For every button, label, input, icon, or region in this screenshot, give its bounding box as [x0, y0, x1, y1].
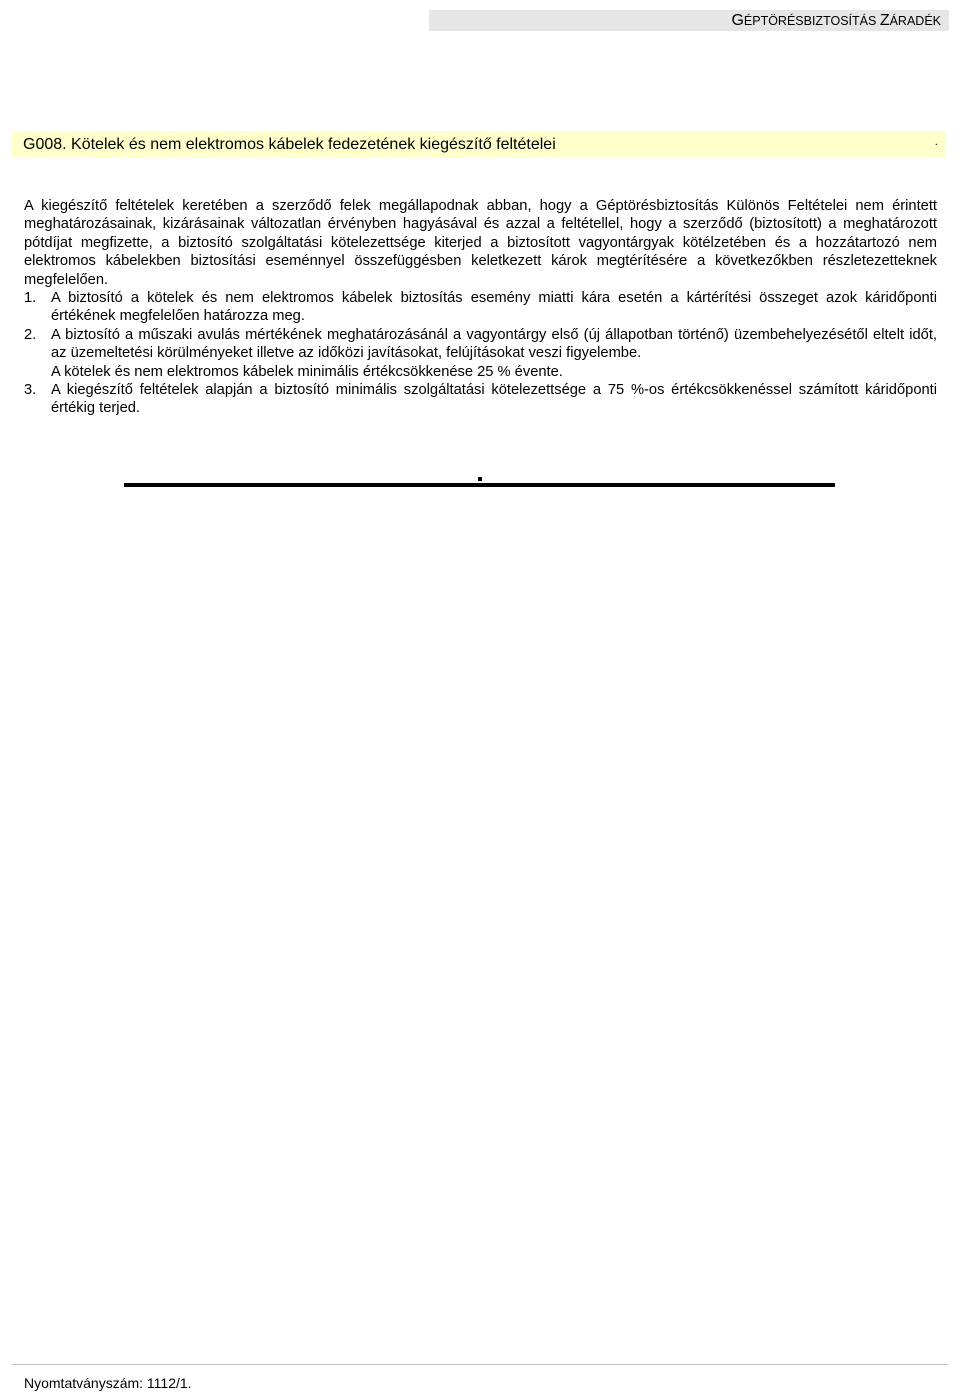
header-title-rest-2: ÁRADÉK	[889, 14, 941, 28]
list-item-number: 2.	[24, 326, 37, 343]
list-item-text: A biztosító a kötelek és nem elektromos kábelek biztosítás esemény miatti kára esetén a kártérítési összeget azok káridőponti értékének megfelelően határozza meg.	[51, 290, 937, 325]
end-mark-dot	[478, 477, 482, 481]
list-item-number: 3.	[24, 382, 37, 399]
header-title-initial-1: G	[731, 12, 744, 29]
document-header	[429, 10, 949, 31]
document-body	[24, 197, 937, 418]
section-corner-mark: .	[934, 134, 938, 148]
intro-paragraph: A kiegészítő feltételek keretében a szerződő felek megállapodnak abban, hogy a Géptörésbiztosítás Különös Feltételei nem érintett meghatározásainak, kizárásainak változatlan érvényben hagyásával és azzal a feltétellel, hogy a szerződő (biztosított) a meghatározott pótdíjat megfizette, a biztosító szolgáltatási kötelezettsége kiterjed a biztosított vagyontárgyak kötélzetében és a hozzátartozó nem elektromos kábelekben biztosítási eseménnyel összefüggésben keletkezett károk megtérítésére a következőkben részletezetteknek megfelelően.	[24, 198, 937, 288]
section-title-bar	[12, 131, 946, 158]
list-item-body	[51, 289, 937, 326]
list-item-body	[51, 326, 937, 381]
list-item-body	[51, 381, 937, 418]
footer-divider	[12, 1364, 948, 1365]
list-item-text-extra: A kötelek és nem elektromos kábelek minimális értékcsökkenése 25 % évente.	[51, 363, 563, 380]
list-item-number: 1.	[24, 290, 37, 307]
header-title-rest-1: ÉPTÖRÉSBIZTOSÍTÁS	[743, 14, 880, 28]
header-title-initial-2: Z	[879, 12, 890, 29]
list-item-text: A biztosító a műszaki avulás mértékének meghatározásánál a vagyontárgy első (új állapotban történő) üzembehelyezésétől eltelt időt, az üzemeltetési körülményeket illetve az időközi javításokat, felújításokat veszi figyelembe.	[51, 326, 937, 362]
list-item-1	[24, 289, 937, 326]
footer-form-number: Nyomtatványszám: 1112/1.	[24, 1375, 192, 1391]
list-item-2	[24, 326, 937, 381]
list-item-text: A kiegészítő feltételek alapján a biztosító minimális szolgáltatási kötelezettsége a 75 %-os értékcsökkenéssel számított káridőponti értékig terjed.	[51, 382, 937, 417]
end-rule-divider	[124, 483, 835, 487]
section-title: G008. Kötelek és nem elektromos kábelek fedezetének kiegészítő feltételei	[23, 136, 556, 153]
list-item-3	[24, 381, 937, 418]
